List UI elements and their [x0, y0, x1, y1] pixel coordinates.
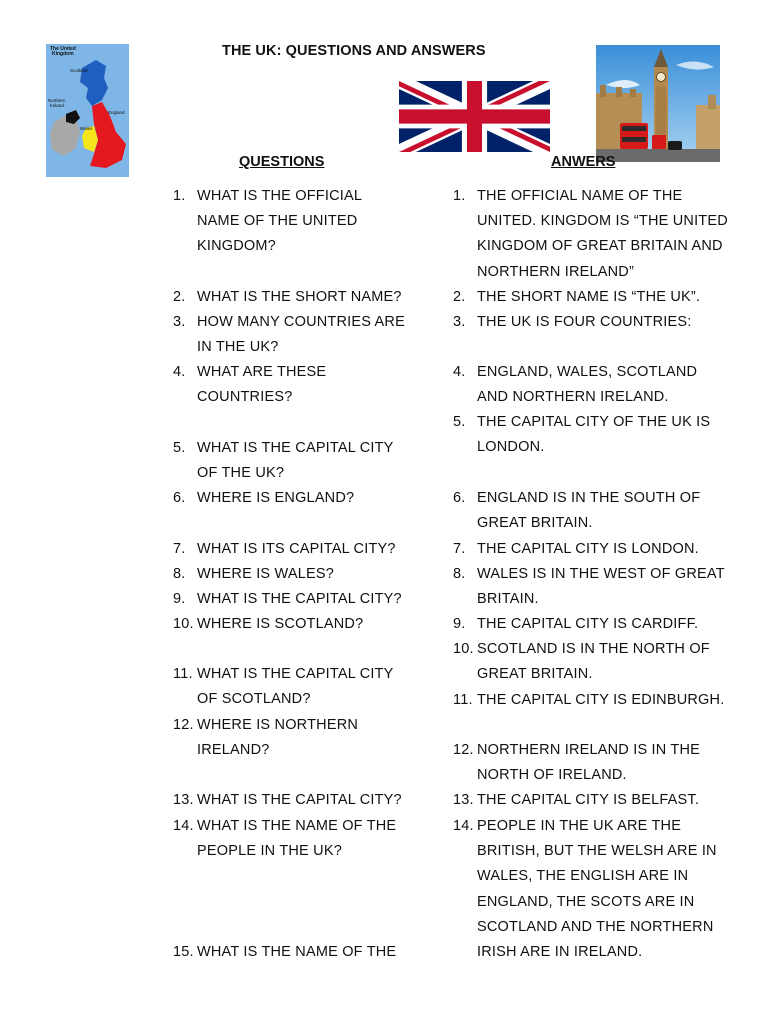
answer-number: 6.: [453, 490, 466, 506]
map-label-wales: Wales: [80, 126, 93, 131]
questions-header: QUESTIONS: [239, 154, 325, 170]
answer-text-line: ENGLAND, WALES, SCOTLAND: [477, 364, 698, 380]
answers-header: ANWERS: [551, 154, 616, 170]
answer-number: 10.: [453, 641, 474, 657]
question-number: 3.: [173, 314, 186, 330]
answer-number: 14.: [453, 818, 474, 834]
answer-text-line: ENGLAND IS IN THE SOUTH OF: [477, 490, 701, 506]
question-text-line: WHAT IS THE CAPITAL CITY?: [197, 591, 402, 607]
answer-text-line: NORTH OF IRELAND.: [477, 767, 627, 784]
question-text-line: NAME OF THE UNITED: [197, 213, 358, 230]
answer-text-line: THE UK IS FOUR COUNTRIES:: [477, 314, 692, 330]
uk-map-image: [46, 44, 129, 177]
question-text-line: WHAT ARE THESE: [197, 364, 327, 380]
answer-text-line: PEOPLE IN THE UK ARE THE: [477, 818, 682, 834]
map-label-scotland: Scotland: [70, 68, 88, 73]
union-jack-flag-image: [399, 81, 550, 152]
question-number: 15.: [173, 944, 194, 960]
answer-number: 7.: [453, 541, 466, 557]
question-number: 1.: [173, 188, 186, 204]
answer-number: 1.: [453, 188, 466, 204]
answer-text-line: BRITAIN.: [477, 591, 539, 608]
question-text-line: WHAT IS THE CAPITAL CITY: [197, 666, 394, 682]
answer-text-line: SCOTLAND IS IN THE NORTH OF: [477, 641, 710, 657]
question-text-line: WHAT IS THE SHORT NAME?: [197, 289, 402, 305]
answer-number: 8.: [453, 566, 466, 582]
map-label-uk: The United: [50, 46, 76, 52]
svg-text:Northern Ireland: Northern Ireland: [48, 98, 66, 108]
document-title: THE UK: QUESTIONS AND ANSWERS: [222, 43, 486, 59]
answer-number: 4.: [453, 364, 466, 380]
answer-text-line: NORTHERN IRELAND IS IN THE: [477, 742, 701, 758]
question-number: 14.: [173, 818, 194, 834]
svg-text:The United Kingdom: The United Kingdom: [50, 46, 76, 57]
answer-number: 9.: [453, 616, 466, 632]
answer-text-line: THE CAPITAL CITY IS EDINBURGH.: [477, 692, 725, 708]
question-number: 10.: [173, 616, 194, 632]
answer-text-line: SCOTLAND AND THE NORTHERN: [477, 918, 714, 935]
question-number: 9.: [173, 591, 186, 607]
question-text-line: WHAT IS THE NAME OF THE: [197, 818, 397, 834]
answer-text-line: WALES, THE ENGLISH ARE IN: [477, 868, 689, 885]
answer-text-line: LONDON.: [477, 439, 545, 456]
question-text-line: KINGDOM?: [197, 238, 276, 255]
answer-number: 11.: [453, 692, 473, 708]
answer-number: 3.: [453, 314, 466, 330]
london-big-ben-photo: [596, 45, 720, 162]
question-number: 11.: [173, 666, 193, 682]
question-text-line: WHERE IS WALES?: [197, 566, 335, 582]
question-number: 4.: [173, 364, 186, 380]
answer-text-line: GREAT BRITAIN.: [477, 515, 593, 532]
question-number: 2.: [173, 289, 186, 305]
map-label-northern-ireland: Northern: [48, 98, 66, 103]
question-text-line: WHERE IS ENGLAND?: [197, 490, 355, 506]
answer-text-line: NORTHERN IRELAND”: [477, 263, 635, 280]
question-text-line: IN THE UK?: [197, 339, 279, 356]
question-number: 6.: [173, 490, 186, 506]
question-text-line: IRELAND?: [197, 742, 270, 759]
question-text-line: OF SCOTLAND?: [197, 691, 311, 708]
answer-text-line: THE SHORT NAME IS “THE UK”.: [477, 289, 701, 305]
question-number: 8.: [173, 566, 186, 582]
question-text-line: WHERE IS NORTHERN: [197, 717, 359, 733]
question-text-line: WHAT IS THE CAPITAL CITY?: [197, 792, 402, 808]
answer-text-line: AND NORTHERN IRELAND.: [477, 389, 669, 406]
question-number: 7.: [173, 541, 186, 557]
answer-text-line: GREAT BRITAIN.: [477, 666, 593, 683]
answer-text-line: UNITED. KINGDOM IS “THE UNITED: [477, 213, 728, 230]
answer-number: 12.: [453, 742, 474, 758]
answer-number: 2.: [453, 289, 466, 305]
answer-text-line: ENGLAND, THE SCOTS ARE IN: [477, 893, 695, 910]
answer-text-line: THE CAPITAL CITY IS LONDON.: [477, 541, 699, 557]
answer-text-line: BRITISH, BUT THE WELSH ARE IN: [477, 843, 717, 860]
answer-text-line: THE CAPITAL CITY IS BELFAST.: [477, 792, 700, 808]
answer-text-line: KINGDOM OF GREAT BRITAIN AND: [477, 238, 723, 255]
question-number: 12.: [173, 717, 194, 733]
answer-number: 5.: [453, 414, 466, 430]
question-text-line: WHERE IS SCOTLAND?: [197, 616, 364, 632]
question-text-line: HOW MANY COUNTRIES ARE: [197, 314, 405, 330]
question-text-line: WHAT IS THE CAPITAL CITY: [197, 440, 394, 456]
answer-text-line: WALES IS IN THE WEST OF GREAT: [477, 566, 725, 582]
answer-text-line: THE CAPITAL CITY IS CARDIFF.: [477, 616, 699, 632]
question-number: 13.: [173, 792, 194, 808]
map-label-england: England: [108, 110, 125, 115]
question-number: 5.: [173, 440, 186, 456]
answer-text-line: IRISH ARE IN IRELAND.: [477, 944, 643, 961]
question-text-line: PEOPLE IN THE UK?: [197, 843, 342, 860]
answer-text-line: THE CAPITAL CITY OF THE UK IS: [477, 414, 711, 430]
question-text-line: WHAT IS ITS CAPITAL CITY?: [197, 541, 396, 557]
question-text-line: WHAT IS THE OFFICIAL: [197, 188, 363, 204]
answer-text-line: THE OFFICIAL NAME OF THE: [477, 188, 683, 204]
question-text-line: WHAT IS THE NAME OF THE: [197, 944, 397, 960]
answer-number: 13.: [453, 792, 474, 808]
question-text-line: OF THE UK?: [197, 465, 285, 482]
question-text-line: COUNTRIES?: [197, 389, 293, 406]
